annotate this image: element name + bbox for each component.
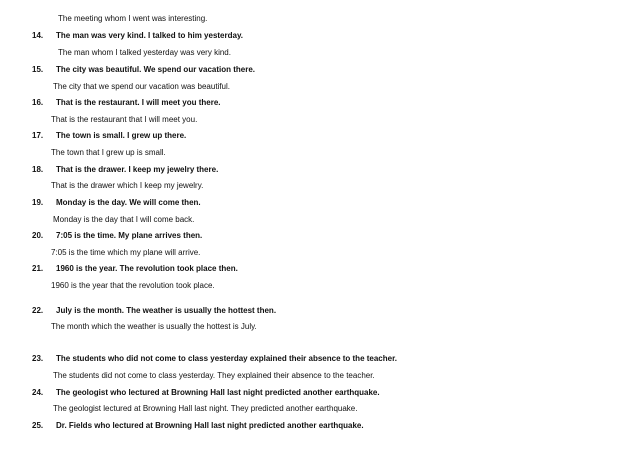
answer-23: The students did not come to class yesterday. They explained their absence to the teacher. <box>53 371 375 380</box>
question-number: 17. <box>32 131 44 140</box>
question-18 <box>32 165 218 175</box>
answer-22: The month which the weather is usually the hottest is July. <box>51 322 257 331</box>
question-number: 16. <box>32 98 44 107</box>
question-25 <box>32 421 364 431</box>
question-number: 19. <box>32 198 44 207</box>
question-text: July is the month. The weather is usually the hottest then. <box>56 306 277 315</box>
answer-16: That is the restaurant that I will meet you. <box>51 115 198 124</box>
question-14 <box>32 31 243 41</box>
question-number: 25. <box>32 421 44 430</box>
answer-19: Monday is the day that I will come back. <box>53 215 195 224</box>
question-text: Monday is the day. We will come then. <box>56 198 201 207</box>
question-number: 22. <box>32 306 44 315</box>
question-number: 18. <box>32 165 44 174</box>
question-text: The students who did not come to class yesterday explained their absence to the teacher. <box>56 354 397 363</box>
answer-13: The meeting whom I went was interesting. <box>58 14 208 23</box>
answer-20: 7:05 is the time which my plane will arrive. <box>51 248 201 257</box>
question-24 <box>32 388 380 398</box>
question-text: 7:05 is the time. My plane arrives then. <box>56 231 203 240</box>
question-15 <box>32 65 255 75</box>
question-21 <box>32 264 238 274</box>
question-text: The city was beautiful. We spend our vacation there. <box>56 65 256 74</box>
answer-14: The man whom I talked yesterday was very kind. <box>58 48 231 57</box>
question-23 <box>32 354 397 364</box>
question-16 <box>32 98 220 108</box>
answer-21: 1960 is the year that the revolution took place. <box>51 281 215 290</box>
answer-15: The city that we spend our vacation was beautiful. <box>53 82 230 91</box>
question-text: The town is small. I grew up there. <box>56 131 187 140</box>
question-number: 14. <box>32 31 44 40</box>
answer-24: The geologist lectured at Browning Hall last night. They predicted another earthquake. <box>53 404 358 413</box>
question-number: 24. <box>32 388 44 397</box>
question-19 <box>32 198 201 208</box>
question-number: 21. <box>32 264 44 273</box>
question-text: That is the restaurant. I will meet you there. <box>56 98 221 107</box>
question-number: 20. <box>32 231 44 240</box>
question-20 <box>32 231 202 241</box>
question-text: That is the drawer. I keep my jewelry there. <box>56 165 219 174</box>
question-number: 15. <box>32 65 44 74</box>
question-text: 1960 is the year. The revolution took place then. <box>56 264 238 273</box>
answer-18: That is the drawer which I keep my jewelry. <box>51 181 204 190</box>
question-text: The geologist who lectured at Browning Hall last night predicted another earthquake. <box>56 388 380 397</box>
question-text: The man was very kind. I talked to him yesterday. <box>56 31 244 40</box>
question-text: Dr. Fields who lectured at Browning Hall last night predicted another earthquake. <box>56 421 364 430</box>
question-22 <box>32 306 276 316</box>
answer-17: The town that I grew up is small. <box>51 148 166 157</box>
question-number: 23. <box>32 354 44 363</box>
question-17 <box>32 131 186 141</box>
